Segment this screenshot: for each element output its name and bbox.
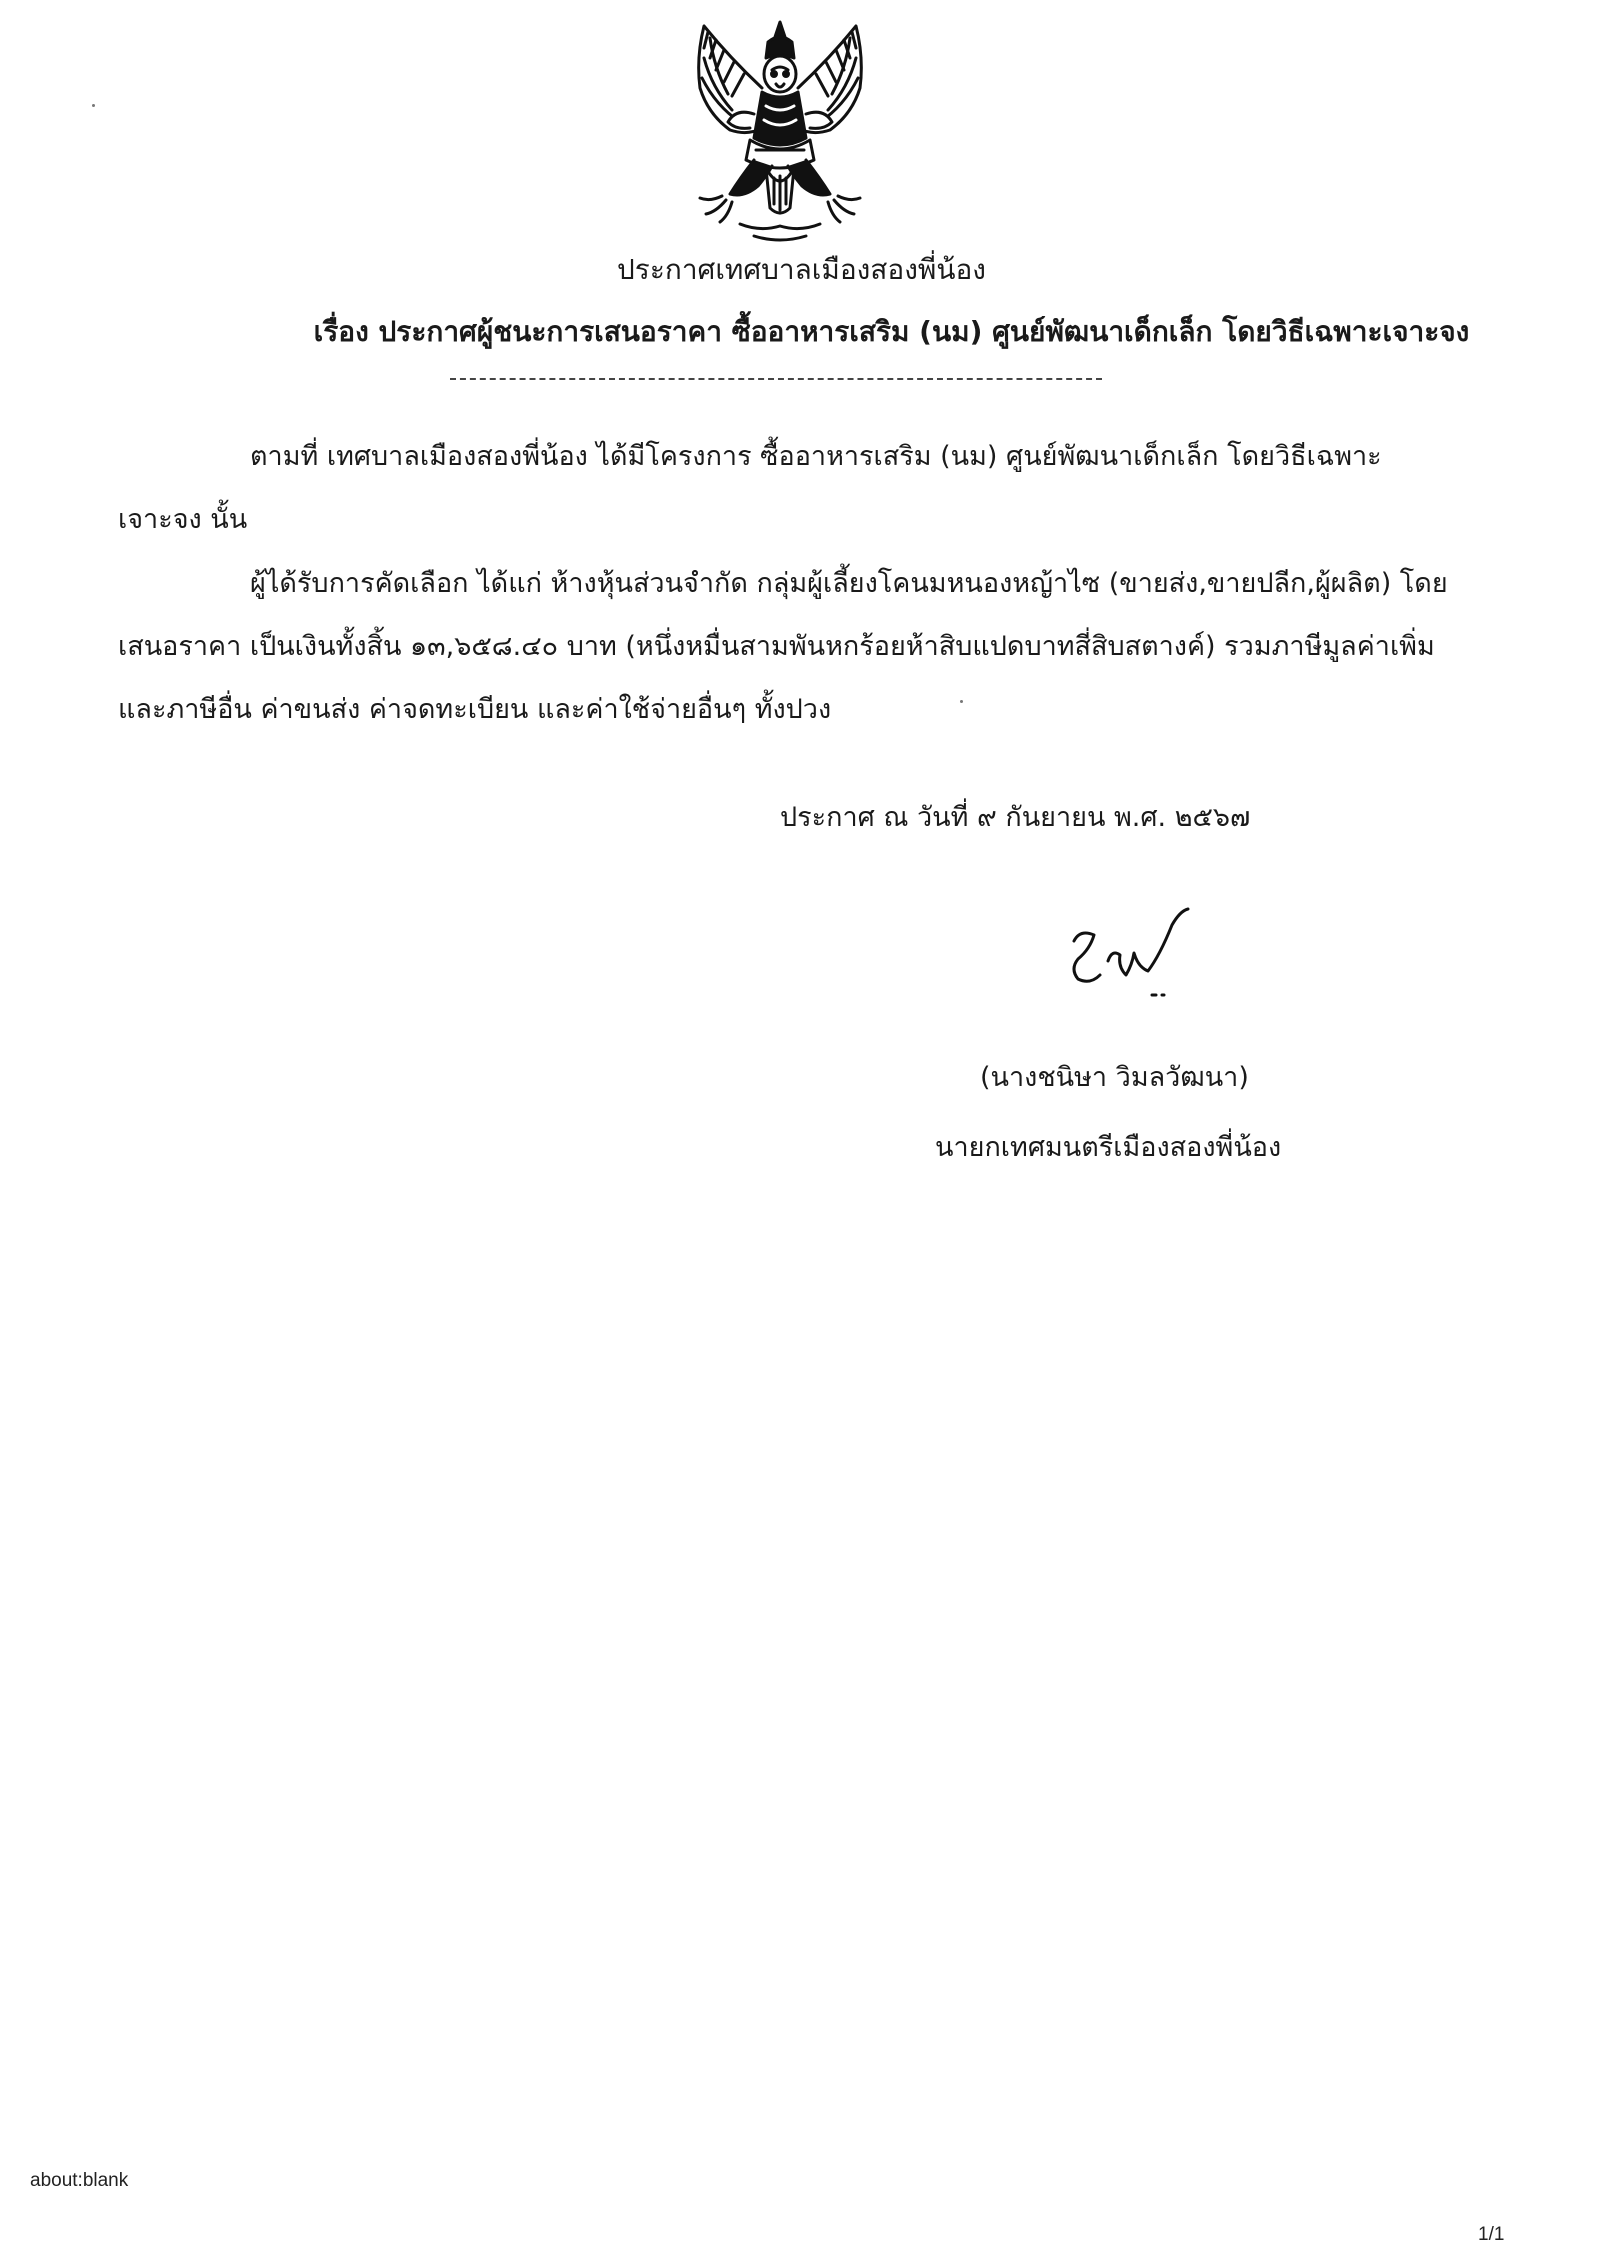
scan-speck bbox=[960, 700, 963, 703]
scan-speck bbox=[92, 104, 95, 107]
signer-position: นายกเทศมนตรีเมืองสองพี่น้อง bbox=[935, 1132, 1282, 1163]
title-separator bbox=[450, 378, 1102, 380]
handwritten-signature bbox=[1060, 905, 1210, 1015]
paragraph-project: ตามที่ เทศบาลเมืองสองพี่น้อง ได้มีโครงการ ซื้ออาหารเสริม (นม) ศูนย์พัฒนาเด็กเล็ก โดยวิธีเฉพาะเจาะจง นั้น bbox=[118, 441, 1382, 535]
document-heading: ประกาศเทศบาลเมืองสองพี่น้อง bbox=[617, 253, 986, 286]
footer-url: about:blank bbox=[30, 2170, 129, 2191]
garuda-emblem-icon bbox=[670, 18, 890, 248]
paragraph-winner: ผู้ได้รับการคัดเลือก ได้แก่ ห้างหุ้นส่วนจำกัด กลุ่มผู้เลี้ยงโคนมหนองหญ้าไซ (ขายส่ง,ขายปลีก,ผู้ผลิต) โดยเสนอราคา เป็นเงินทั้งสิ้น ๑๓,๖๕๘.๔๐ บาท (หนึ่งหมื่นสามพันหกร้อยห้าสิบแปดบาทสี่สิบสตางค์) รวมภาษีมูลค่าเพิ่มและภาษีอื่น ค่าขนส่ง ค่าจดทะเบียน และค่าใช้จ่ายอื่นๆ ทั้งปวง bbox=[118, 568, 1448, 725]
document-subject: เรื่อง ประกาศผู้ชนะการเสนอราคา ซื้ออาหารเสริม (นม) ศูนย์พัฒนาเด็กเล็ก โดยวิธีเฉพาะเจาะจง bbox=[313, 315, 1470, 348]
announcement-date: ประกาศ ณ วันที่ ๙ กันยายน พ.ศ. ๒๕๖๗ bbox=[780, 802, 1251, 833]
footer-page-number: 1/1 bbox=[1478, 2224, 1505, 2245]
signer-name: (นางชนิษา วิมลวัฒนา) bbox=[980, 1062, 1249, 1093]
